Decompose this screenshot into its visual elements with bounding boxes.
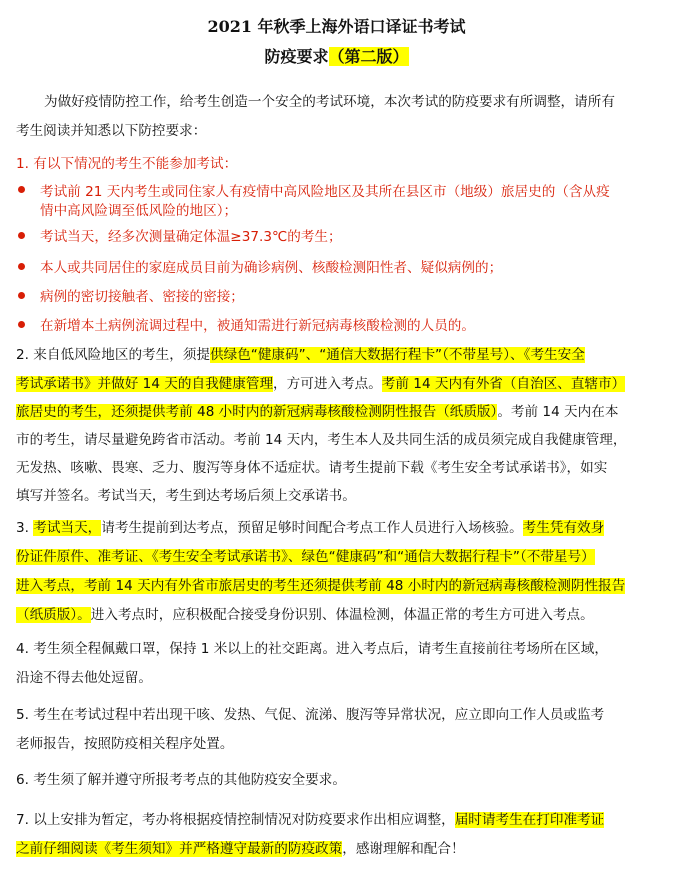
item2-line-3 xyxy=(16,400,618,420)
item1-heading: 1. 有以下情况的考生不能参加考试： xyxy=(16,156,238,172)
item7-line-1 xyxy=(16,808,604,828)
body-text: 请考生提前到达考点，预留足够时间配合考点工作人员进行入场核验。 xyxy=(101,520,523,536)
bullet-dot-5 xyxy=(18,321,25,328)
item4-line-2 xyxy=(16,666,152,686)
item1-bullet-2: 考试当天，经多次测量确定体温≥37.3℃的考生； xyxy=(40,229,342,245)
body-text: 。考前 14 天内在本 xyxy=(497,404,619,420)
body-text: ，方可进入考点。 xyxy=(273,376,382,392)
item3-line-3 xyxy=(16,574,625,594)
body-text: 老师报告，按照防疫相关程序处置。 xyxy=(16,736,234,752)
bullet-dot-2 xyxy=(18,232,25,239)
item2-line-4 xyxy=(16,428,626,448)
item7-line-2 xyxy=(16,837,465,857)
intro-line-1: 为做好疫情防控工作，给考生创造一个安全的考试环境，本次考试的防疫要求有所调整，请所有 xyxy=(44,94,615,110)
item2-line-6 xyxy=(16,484,356,504)
highlighted-text: 之前仔细阅读《考生须知》并严格遵守最新的防疫政策 xyxy=(16,841,343,857)
body-text: 4. 考生须全程佩戴口罩，保持 1 米以上的社交距离。进入考点后，请考生直接前往考场所在区域， xyxy=(16,641,608,657)
body-text: 无发热、咳嗽、畏寒、乏力、腹泻等身体不适症状。请考生提前下载《考生安全考试承诺书》，如实 xyxy=(16,460,608,476)
highlighted-text: 旅居史的考生，还须提供考前 48 小时内的新冠病毒核酸检测阴性报告（纸质版） xyxy=(16,404,498,420)
item3-line-4 xyxy=(16,603,594,623)
item1-bullet-5: 在新增本土病例流调过程中，被通知需进行新冠病毒核酸检测的人员的。 xyxy=(40,318,475,334)
highlighted-text: 进入考点，考前 14 天内有外省市旅居史的考生还须提供考前 48 小时内的新冠病毒核酸检测阴性报告 xyxy=(16,578,626,594)
item6-line-1 xyxy=(16,768,346,788)
item4-line-1 xyxy=(16,637,608,657)
highlighted-text: 考前 14 天内有外省（自治区、直辖市） xyxy=(381,376,626,392)
body-text: 5. 考生在考试过程中若出现干咳、发热、气促、流涕、腹泻等异常状况，应立即向工作人员或监考 xyxy=(16,707,605,723)
item2-line-1 xyxy=(16,343,585,363)
item5-line-1 xyxy=(16,703,604,723)
item3-line-1 xyxy=(16,516,604,536)
highlighted-text: 供绿色“健康码”、“通信大数据行程卡”（不带星号）、《考生安全 xyxy=(210,347,585,363)
bullet-dot-1 xyxy=(18,186,25,193)
body-text: 市的考生，请尽量避免跨省市活动。考前 14 天内，考生本人及共同生活的成员须完成自我健康管理， xyxy=(16,432,627,448)
item2-line-5 xyxy=(16,456,607,476)
body-text: 3. xyxy=(16,520,34,536)
highlighted-text: 份证件原件、准考证、《考生安全考试承诺书》、绿色“健康码”和“通信大数据行程卡”（不带星号） xyxy=(16,549,595,565)
item1-bullet-3: 本人或共同居住的家庭成员目前为确诊病例、核酸检测阳性者、疑似病例的； xyxy=(40,260,503,276)
bullet-dot-4 xyxy=(18,292,25,299)
subtitle-main: 防疫要求 xyxy=(264,47,329,66)
page-subtitle xyxy=(0,44,673,67)
body-text: 沿途不得去他处逗留。 xyxy=(16,670,152,686)
item1-bullet-4: 病例的密切接触者、密接的密接； xyxy=(40,289,244,305)
highlighted-text: 考试当天， xyxy=(33,520,102,536)
body-text: 6. 考生须了解并遵守所报考考点的其他防疫安全要求。 xyxy=(16,772,346,788)
bullet-dot-3 xyxy=(18,263,25,270)
item3-line-2 xyxy=(16,545,595,565)
item5-line-2 xyxy=(16,732,234,752)
body-text: 2. 来自低风险地区的考生，须提 xyxy=(16,347,211,363)
item1-bullet-1-line-1: 考试前 21 天内考生或同住家人有疫情中高风险地区及其所在县区市（地级）旅居史的（含从疫 xyxy=(40,184,610,200)
body-text: 进入考点时，应积极配合接受身份识别、体温检测，体温正常的考生方可进入考点。 xyxy=(90,607,594,623)
highlighted-text: 考生凭有效身 xyxy=(522,520,605,536)
body-text: 7. 以上安排为暂定，考办将根据疫情控制情况对防疫要求作出相应调整， xyxy=(16,812,455,828)
item1-bullet-1-line-2: 情中高风险调至低风险的地区）； xyxy=(40,203,238,219)
page-title: 2021 年秋季上海外语口译证书考试 xyxy=(207,17,466,36)
subtitle-edition: （第二版） xyxy=(328,47,409,66)
body-text: ，感谢理解和配合！ xyxy=(342,841,465,857)
highlighted-text: 届时请考生在打印准考证 xyxy=(454,812,605,828)
body-text: 填写并签名。考试当天，考生到达考场后须上交承诺书。 xyxy=(16,488,356,504)
highlighted-text: （纸质版）。 xyxy=(16,607,91,623)
highlighted-text: 考试承诺书》并做好 14 天的自我健康管理 xyxy=(16,376,274,392)
item2-line-2 xyxy=(16,372,625,392)
intro-line-2: 考生阅读并知悉以下防控要求： xyxy=(16,123,207,139)
